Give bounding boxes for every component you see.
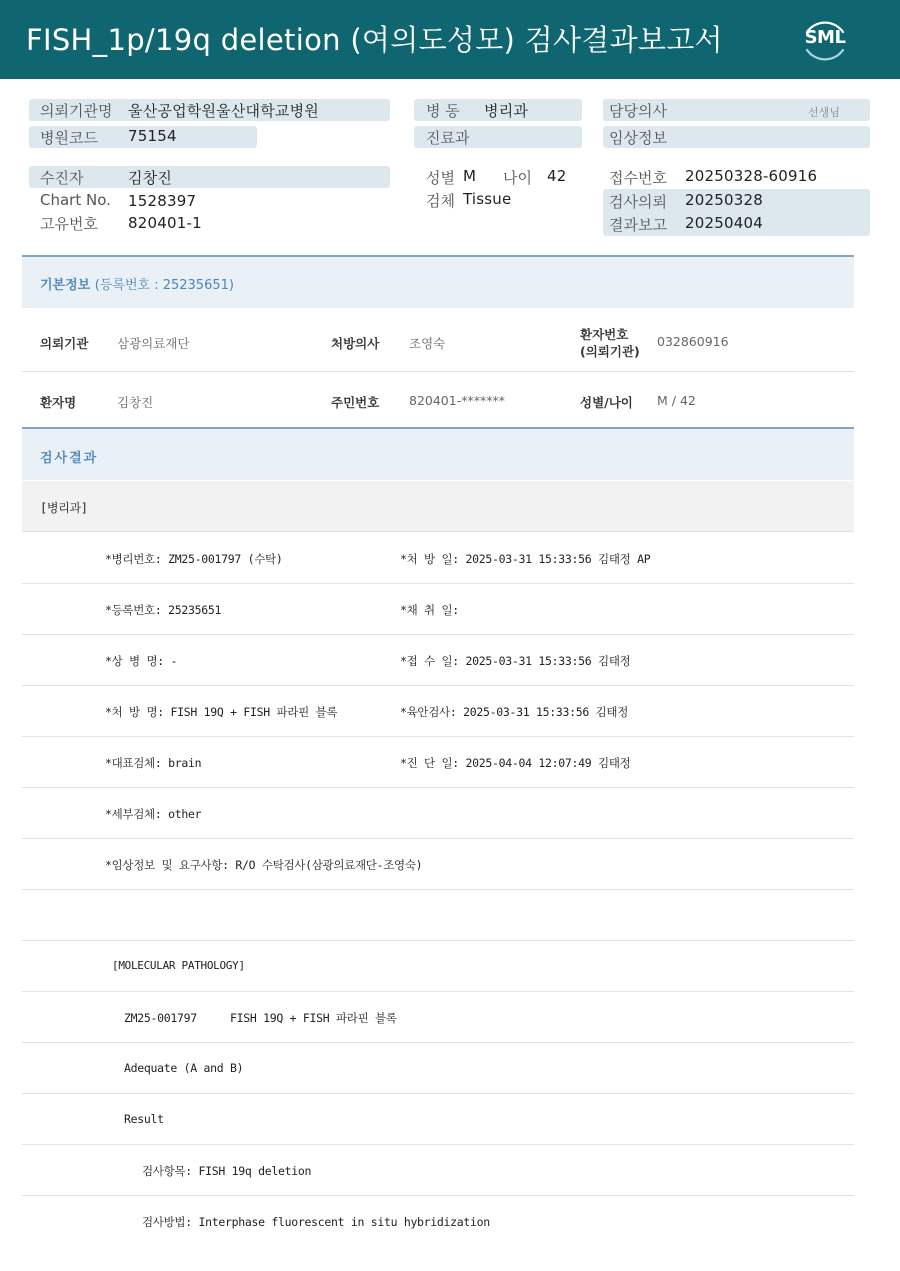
test-request-value: 20250328 (685, 191, 763, 209)
sex-age-label: 성별/나이 (580, 395, 633, 410)
name-label: 환자명 (40, 395, 77, 410)
ward-label: 병 동 (426, 102, 460, 120)
report-title: FISH_1p/19q deletion (여의도성모) 검사결과보고서 (26, 23, 723, 57)
result-row-right: *처 방 일: 2025-03-31 15:33:56 김태정 AP (400, 552, 651, 566)
result-row-left: *병리번호: ZM25-001797 (수탁) (105, 552, 283, 566)
results-title: 검사결과 (40, 451, 99, 466)
molecular-row (22, 1145, 854, 1196)
result-row (22, 533, 854, 584)
result-row (22, 737, 854, 788)
sex-age-value: M / 42 (657, 393, 696, 408)
hospital-code-value: 75154 (128, 127, 177, 145)
molecular-line: Result (124, 1112, 164, 1126)
requesting-org-value: 울산공업학원울산대학교병원 (128, 102, 319, 120)
result-row-left: *세부검체: other (105, 807, 202, 821)
results-dept-row (22, 481, 854, 532)
result-report-value: 20250404 (685, 214, 763, 232)
result-row-right: *육안검사: 2025-03-31 15:33:56 김태정 (400, 705, 629, 719)
results-header (22, 427, 854, 480)
name-value: 김창진 (117, 395, 154, 410)
prescriber-value: 조영숙 (409, 336, 446, 351)
org-label: 의뢰기관 (40, 336, 89, 351)
chart-value: 1528397 (128, 192, 197, 210)
molecular-line: 검사방법: Interphase fluorescent in situ hybridization (142, 1215, 490, 1229)
molecular-row (22, 992, 854, 1043)
specimen-label: 검체 (426, 192, 455, 210)
dept-label: 진료과 (426, 129, 470, 147)
basic-info-title (40, 274, 234, 293)
sex-label: 성별 (426, 169, 455, 187)
result-row (22, 788, 854, 839)
resident-label: 주민번호 (331, 395, 380, 410)
specimen-value: Tissue (463, 190, 512, 208)
basic-info-header (22, 255, 854, 308)
ward-value: 병리과 (484, 102, 529, 120)
clinical-label: 임상정보 (609, 129, 667, 147)
result-row-right: *진 단 일: 2025-04-04 12:07:49 김태정 (400, 756, 631, 770)
doctor-suffix: 선생님 (808, 106, 840, 119)
age-value: 42 (547, 167, 567, 185)
report-header (0, 0, 900, 79)
patient-no-label-1: 환자번호 (580, 327, 629, 342)
doctor-label: 담당의사 (609, 102, 667, 120)
result-row-left: *상 병 명: - (105, 654, 178, 668)
age-label: 나이 (503, 169, 532, 187)
basic-info-reg-number: (등록번호 : 25235651) (94, 278, 234, 293)
sml-logo (797, 12, 853, 68)
result-row-left: *등록번호: 25235651 (105, 603, 222, 617)
molecular-line: 검사항목: FISH 19q deletion (142, 1164, 312, 1178)
chart-label: Chart No. (40, 191, 111, 209)
prescriber-label: 처방의사 (331, 336, 380, 351)
logo-text: SML (804, 27, 846, 48)
hospital-code-label: 병원코드 (40, 129, 98, 147)
sex-value: M (463, 167, 477, 185)
patient-label: 수진자 (40, 169, 84, 187)
molecular-heading: [MOLECULAR PATHOLOGY] (112, 959, 245, 972)
patient-no-value: 032860916 (657, 334, 729, 349)
molecular-row (22, 1043, 854, 1094)
result-row-right: *접 수 일: 2025-03-31 15:33:56 김태정 (400, 654, 631, 668)
result-row-left: *대표검체: brain (105, 756, 202, 770)
results-dept: [병리과] (40, 501, 88, 515)
patient-value: 김창진 (128, 169, 173, 187)
patient-no-label-2: (의뢰기관) (580, 344, 640, 359)
molecular-row (22, 941, 854, 992)
result-row (22, 686, 854, 737)
receipt-value: 20250328-60916 (685, 167, 818, 185)
molecular-line: ZM25-001797 FISH 19Q + FISH 파라핀 블록 (124, 1011, 397, 1025)
org-value: 삼광의료재단 (117, 336, 190, 351)
resident-value: 820401-******* (409, 393, 505, 408)
molecular-row (22, 1196, 854, 1247)
receipt-label: 접수번호 (609, 169, 667, 187)
result-row-right: *채 취 일: (400, 603, 459, 617)
molecular-line: Adequate (A and B) (124, 1061, 244, 1075)
result-row (22, 635, 854, 686)
basic-info-title-text: 기본정보 (40, 278, 91, 293)
unique-value: 820401-1 (128, 214, 202, 232)
molecular-row (22, 1094, 854, 1145)
result-report-label: 결과보고 (609, 216, 667, 234)
result-row-empty (22, 890, 854, 941)
result-row (22, 584, 854, 635)
result-row (22, 839, 854, 890)
unique-label: 고유번호 (40, 215, 98, 233)
requesting-org-label: 의뢰기관명 (40, 102, 113, 120)
basic-info-row-1 (22, 313, 854, 372)
result-row-left: *임상정보 및 요구사항: R/O 수탁검사(삼광의료재단-조영숙) (105, 858, 423, 872)
result-row-left: *처 방 명: FISH 19Q + FISH 파라핀 블록 (105, 705, 338, 719)
basic-info-row-2 (22, 372, 854, 431)
test-request-label: 검사의뢰 (609, 193, 667, 211)
